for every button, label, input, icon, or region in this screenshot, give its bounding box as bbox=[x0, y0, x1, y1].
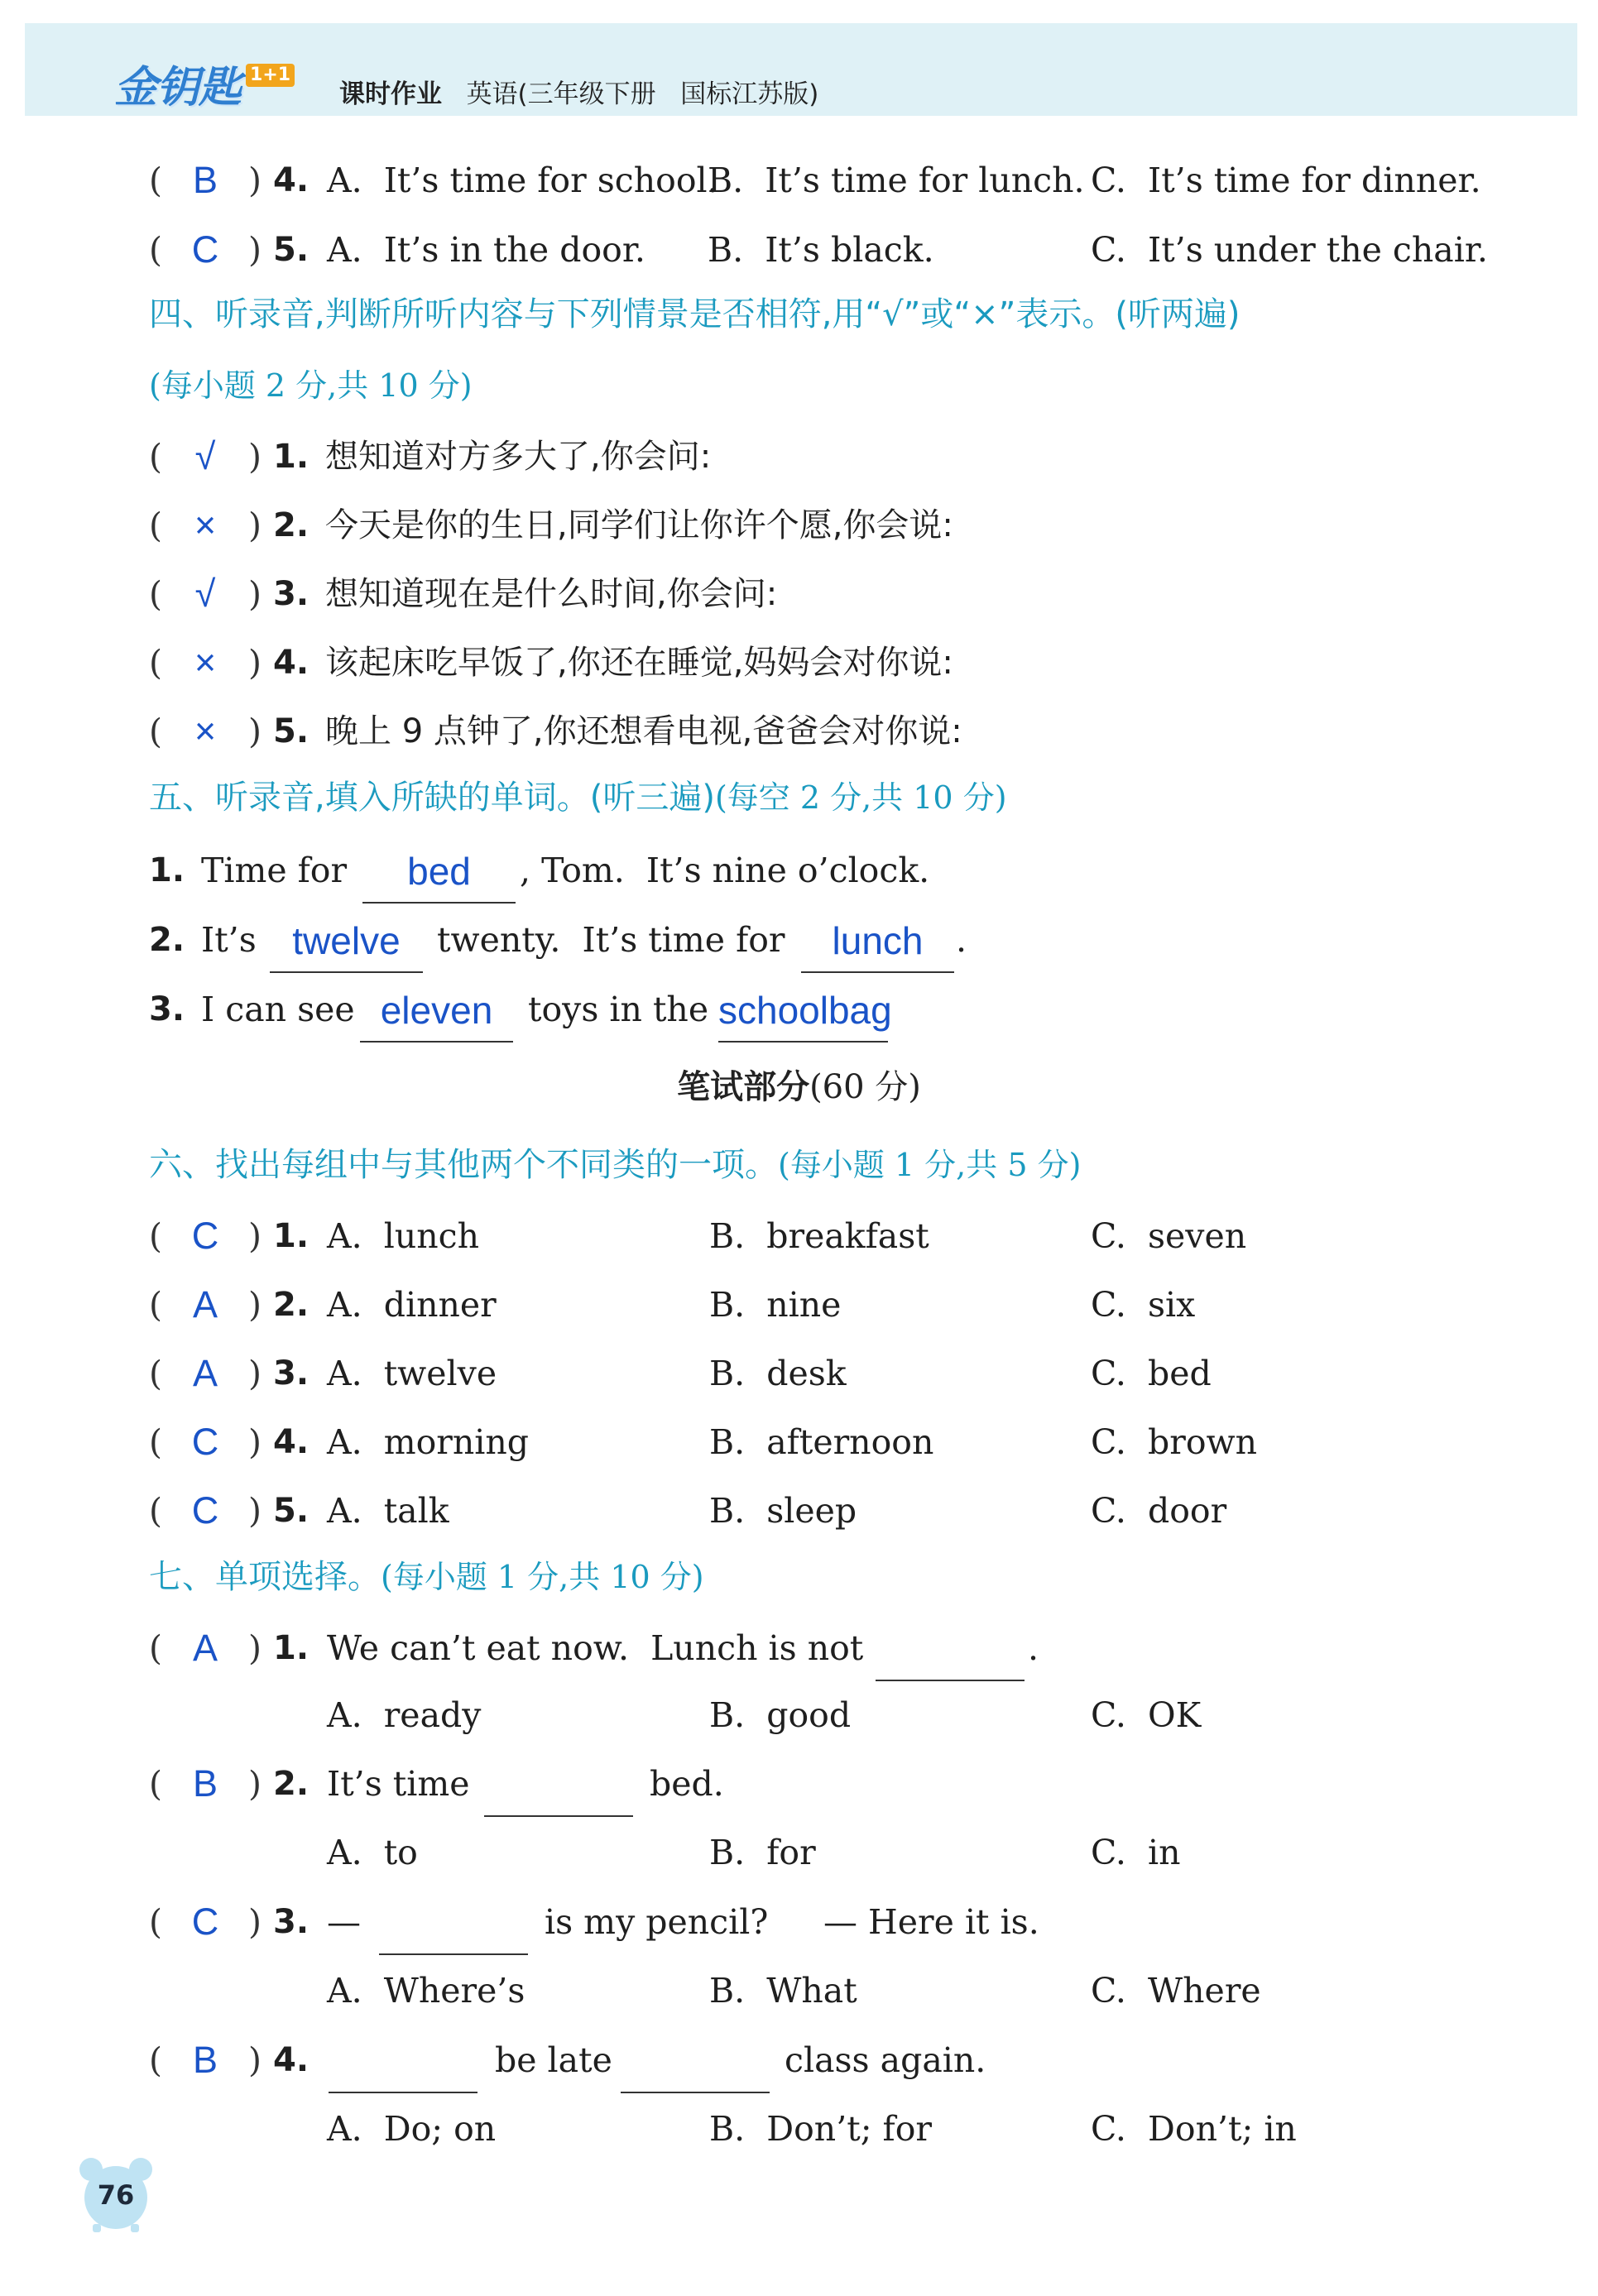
question-number: 4. bbox=[273, 1423, 310, 1461]
page-number-badge bbox=[74, 2151, 157, 2234]
option-a: A. talk bbox=[327, 1491, 449, 1531]
answer-blank bbox=[379, 1889, 528, 1955]
section6-subtitle: (每小题 1 分,共 5 分) bbox=[778, 1147, 1082, 1183]
section6-item-1 bbox=[0, 1203, 1598, 1269]
section4-item-1 bbox=[0, 424, 1598, 490]
section7-question-1 bbox=[0, 1615, 1598, 1681]
paren-open: ( bbox=[149, 712, 162, 751]
dialog-reply: — Here it is. bbox=[823, 1902, 1039, 1942]
paren-open: ( bbox=[149, 506, 162, 545]
filled-answer: bed bbox=[407, 850, 471, 893]
page-number: 76 bbox=[97, 2179, 135, 2211]
paren-close: ) bbox=[248, 643, 262, 683]
option-b: B. What bbox=[709, 1971, 857, 2011]
question-number: 3. bbox=[273, 575, 310, 613]
answer-blank bbox=[718, 976, 892, 1043]
paren-open: ( bbox=[149, 643, 162, 683]
option-a: A. dinner bbox=[327, 1285, 497, 1325]
answer-mark: √ bbox=[194, 573, 216, 615]
answer-blank bbox=[362, 837, 516, 904]
paren-close: ) bbox=[248, 506, 262, 545]
written-part-title: 笔试部分 bbox=[677, 1068, 810, 1106]
answer-mark: B bbox=[192, 1762, 218, 1805]
section5-line-3 bbox=[0, 976, 1598, 1043]
option-b: B. breakfast bbox=[709, 1216, 929, 1256]
section7-question-4 bbox=[0, 2027, 1598, 2093]
answer-blank bbox=[876, 1615, 1025, 1681]
option-a: A. lunch bbox=[327, 1216, 479, 1256]
question-stem: It’s time bbox=[327, 1764, 470, 1804]
paren-close: ) bbox=[248, 574, 262, 614]
question-text: 晚上 9 点钟了,你还想看电视,爸爸会对你说: bbox=[325, 712, 962, 750]
section6-title bbox=[149, 1132, 1081, 1198]
answer-blank bbox=[360, 976, 513, 1043]
paren-close: ) bbox=[248, 1354, 262, 1393]
sentence-middle: twenty. It’s time for bbox=[437, 920, 785, 960]
paren-close: ) bbox=[248, 230, 262, 270]
answer-blank bbox=[484, 1751, 633, 1817]
header-edition: 国标江苏版) bbox=[680, 79, 819, 109]
option-a: A. Where’s bbox=[327, 1971, 525, 2011]
header-subject: 英语(三年级下册 bbox=[466, 79, 656, 109]
sentence-prefix: Time for bbox=[201, 851, 348, 890]
filled-answer: schoolbag bbox=[718, 989, 892, 1032]
header-course: 课时作业 bbox=[339, 79, 442, 109]
option-b: B. afternoon bbox=[709, 1422, 934, 1462]
filled-answer: lunch bbox=[832, 919, 924, 962]
section7-question-2 bbox=[0, 1751, 1598, 1817]
answer-blank bbox=[270, 907, 423, 973]
section5-line-1 bbox=[0, 837, 1598, 904]
logo-badge: 1+1 bbox=[246, 64, 295, 87]
section7-title-text: 七、单项选择。 bbox=[149, 1558, 381, 1596]
question-number: 2. bbox=[273, 1765, 310, 1803]
section4-item-2 bbox=[0, 492, 1598, 558]
question-number: 4. bbox=[273, 2041, 310, 2079]
option-b: B. It’s time for lunch. bbox=[708, 161, 1085, 200]
option-a: A. to bbox=[327, 1833, 418, 1872]
paren-close: ) bbox=[248, 1285, 262, 1325]
section6-item-5 bbox=[0, 1478, 1598, 1544]
paren-open: ( bbox=[149, 230, 162, 270]
paren-open: ( bbox=[149, 1764, 162, 1804]
option-c: C. OK bbox=[1091, 1695, 1202, 1735]
section5-line-2 bbox=[0, 907, 1598, 973]
answer-mark: C bbox=[191, 1421, 219, 1463]
question-number: 5. bbox=[273, 712, 310, 750]
section4-title: 四、听录音,判断所听内容与下列情景是否相符,用“√”或“×”表示。(听两遍) bbox=[149, 295, 1240, 333]
section4-item-3 bbox=[0, 561, 1598, 627]
sentence-prefix: It’s bbox=[201, 920, 257, 960]
answer-mark: C bbox=[191, 228, 219, 271]
dialog-dash: — bbox=[327, 1902, 361, 1942]
option-c: C. It’s under the chair. bbox=[1091, 230, 1488, 270]
question-number: 5. bbox=[273, 1492, 310, 1530]
answer-blank bbox=[329, 2027, 477, 2093]
answer-mark: C bbox=[191, 1489, 219, 1531]
filled-answer: twelve bbox=[292, 919, 401, 962]
answer-mark: × bbox=[194, 710, 217, 752]
paren-open: ( bbox=[149, 1216, 162, 1256]
option-a: A. twelve bbox=[327, 1354, 497, 1393]
question-number: 3. bbox=[273, 1354, 310, 1392]
paren-close: ) bbox=[248, 1764, 262, 1804]
question-stem: We can’t eat now. Lunch is not bbox=[327, 1628, 864, 1668]
section4-subtitle: (每小题 2 分,共 10 分) bbox=[149, 367, 473, 404]
answer-blank bbox=[801, 907, 954, 973]
option-c: C. bed bbox=[1091, 1354, 1212, 1393]
answer-mark: A bbox=[192, 1627, 218, 1669]
answer-mark: C bbox=[191, 1215, 219, 1257]
option-c: C. door bbox=[1091, 1491, 1227, 1531]
paren-close: ) bbox=[248, 161, 262, 200]
option-b: B. Don’t; for bbox=[709, 2109, 933, 2149]
question-number: 1. bbox=[273, 1217, 310, 1255]
sentence-suffix: , Tom. It’s nine o’clock. bbox=[520, 851, 930, 890]
question-number: 4. bbox=[273, 644, 310, 682]
option-b: B. It’s black. bbox=[708, 230, 934, 270]
section3-item-5 bbox=[0, 217, 1598, 283]
question-number: 3. bbox=[273, 1903, 310, 1941]
question-number: 1. bbox=[273, 1629, 310, 1667]
paren-close: ) bbox=[248, 1628, 262, 1668]
written-part-score: (60 分) bbox=[809, 1068, 921, 1106]
section7-options-2 bbox=[0, 1819, 1598, 1886]
question-text: 想知道现在是什么时间,你会问: bbox=[325, 575, 778, 613]
section7-options-3 bbox=[0, 1958, 1598, 2024]
question-number: 2. bbox=[273, 1286, 310, 1324]
question-text: 想知道对方多大了,你会问: bbox=[325, 438, 712, 476]
option-b: B. for bbox=[709, 1833, 816, 1872]
question-stem: be late bbox=[495, 2040, 612, 2080]
paren-open: ( bbox=[149, 574, 162, 614]
stem-suffix: bed. bbox=[650, 1764, 724, 1804]
section5-subtitle: (每空 2 分,共 10 分) bbox=[714, 779, 1007, 816]
question-number: 1. bbox=[273, 438, 310, 476]
answer-blank bbox=[621, 2027, 770, 2093]
answer-mark: A bbox=[192, 1352, 218, 1394]
written-part-heading bbox=[0, 1061, 1598, 1108]
option-c: C. seven bbox=[1091, 1216, 1247, 1256]
paren-open: ( bbox=[149, 1285, 162, 1325]
sentence-suffix: . bbox=[956, 920, 967, 960]
option-a: A. It’s time for school. bbox=[327, 161, 718, 200]
answer-mark: B bbox=[192, 159, 218, 201]
paren-open: ( bbox=[149, 1422, 162, 1462]
option-b: B. sleep bbox=[709, 1491, 857, 1531]
question-number: 3. bbox=[149, 990, 185, 1028]
option-c: C. brown bbox=[1091, 1422, 1258, 1462]
section4-item-4 bbox=[0, 630, 1598, 696]
section7-question-3 bbox=[0, 1889, 1598, 1955]
section6-title-text: 六、找出每组中与其他两个不同类的一项。 bbox=[149, 1146, 778, 1184]
sentence-prefix: I can see bbox=[201, 990, 355, 1029]
section3-item-4 bbox=[0, 147, 1598, 213]
question-text: 该起床吃早饭了,你还在睡觉,妈妈会对你说: bbox=[325, 644, 953, 682]
filled-answer: eleven bbox=[380, 989, 493, 1032]
section4-item-5 bbox=[0, 698, 1598, 765]
section7-title bbox=[149, 1544, 704, 1610]
section6-item-4 bbox=[0, 1409, 1598, 1475]
section5-title bbox=[149, 765, 1007, 831]
paren-open: ( bbox=[149, 161, 162, 200]
answer-mark: × bbox=[194, 641, 217, 683]
section6-item-3 bbox=[0, 1340, 1598, 1407]
paren-open: ( bbox=[149, 1628, 162, 1668]
question-number: 4. bbox=[273, 161, 310, 199]
question-number: 2. bbox=[273, 506, 310, 544]
paren-close: ) bbox=[248, 2040, 262, 2080]
option-b: B. good bbox=[709, 1695, 852, 1735]
option-b: B. desk bbox=[709, 1354, 847, 1393]
section7-subtitle: (每小题 1 分,共 10 分) bbox=[381, 1559, 704, 1595]
option-c: C. Where bbox=[1091, 1971, 1261, 2011]
answer-mark: √ bbox=[194, 435, 216, 477]
answer-mark: B bbox=[192, 2039, 218, 2081]
paren-close: ) bbox=[248, 1902, 262, 1942]
paren-close: ) bbox=[248, 437, 262, 477]
option-a: A. It’s in the door. bbox=[327, 230, 645, 270]
section6-item-2 bbox=[0, 1272, 1598, 1338]
paren-open: ( bbox=[149, 1902, 162, 1942]
option-c: C. It’s time for dinner. bbox=[1091, 161, 1481, 200]
section7-options-1 bbox=[0, 1682, 1598, 1748]
paren-open: ( bbox=[149, 1491, 162, 1531]
option-b: B. nine bbox=[709, 1285, 842, 1325]
paren-open: ( bbox=[149, 2040, 162, 2080]
paren-close: ) bbox=[248, 712, 262, 751]
logo-text: 金钥匙 bbox=[114, 62, 242, 113]
paren-open: ( bbox=[149, 437, 162, 477]
paren-close: ) bbox=[248, 1422, 262, 1462]
option-c: C. six bbox=[1091, 1285, 1196, 1325]
answer-mark: A bbox=[192, 1283, 218, 1325]
stem-suffix: . bbox=[1028, 1628, 1039, 1668]
question-stem: is my pencil? bbox=[545, 1902, 769, 1942]
section7-options-4 bbox=[0, 2096, 1598, 2162]
answer-mark: C bbox=[191, 1901, 219, 1943]
answer-mark: × bbox=[194, 504, 217, 546]
header-info bbox=[339, 73, 818, 110]
paren-close: ) bbox=[248, 1216, 262, 1256]
question-number: 2. bbox=[149, 921, 185, 959]
paren-open: ( bbox=[149, 1354, 162, 1393]
option-a: A. morning bbox=[327, 1422, 530, 1462]
stem-suffix: class again. bbox=[785, 2040, 986, 2080]
option-c: C. in bbox=[1091, 1833, 1181, 1872]
paren-close: ) bbox=[248, 1491, 262, 1531]
question-number: 1. bbox=[149, 851, 185, 889]
question-text: 今天是你的生日,同学们让你许个愿,你会说: bbox=[325, 506, 953, 544]
brand-logo bbox=[114, 51, 295, 114]
question-number: 5. bbox=[273, 231, 310, 269]
option-a: A. Do; on bbox=[327, 2109, 497, 2149]
option-c: C. Don’t; in bbox=[1091, 2109, 1297, 2149]
sentence-middle: toys in the bbox=[528, 990, 709, 1029]
section5-title-text: 五、听录音,填入所缺的单词。(听三遍) bbox=[149, 779, 715, 817]
option-a: A. ready bbox=[327, 1695, 482, 1735]
